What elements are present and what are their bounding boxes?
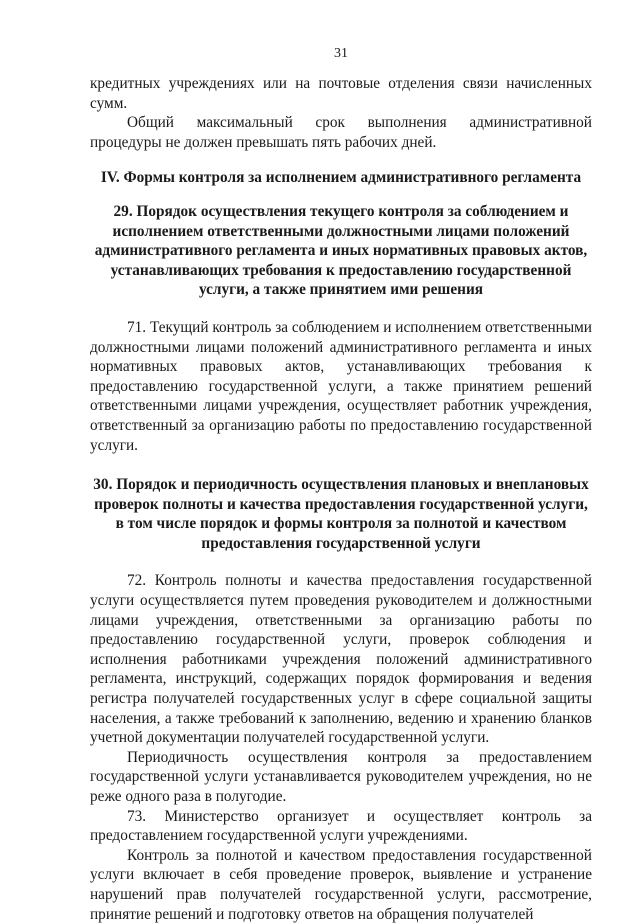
paragraph-71: 71. Текущий контроль за соблюдением и исполнением ответственными должностными лицами положений административного регламента и иных нормативных правовых актов, устанавливающих требования к предоставлению государственной услуги, а также принятием решений ответственными лицами учреждения, осуществляет работник учреждения, ответственный за организацию работы по предоставлению государственной услуги. [90, 318, 592, 454]
paragraph-control: Контроль за полнотой и качеством предоставления государственной услуги включает в себя проведение проверок, выявление и устранение нарушений прав получателей государственной услуги, рассмотрение, принятие решений и подготовку ответов на обращения получателей [90, 846, 592, 923]
paragraph-72: 72. Контроль полноты и качества предоставления государственной услуги осуществляется путем проведения руководителем и должностными лицами учреждения, ответственными за организацию работы по предоставлению государственной услуги, проверок соблюдения и исполнения работниками учреждения положений административного регламента, инструкций, содержащих порядок формирования и ведения регистра получателей государственных услуг в сфере социальной защиты населения, а также требований к заполнению, ведению и хранению бланков учетной документации получателей государственной услуги. [90, 572, 592, 747]
page-content [90, 74, 592, 924]
paragraph-73: 73. Министерство организует и осуществляет контроль за предоставлением государственной услуги учреждениями. [90, 807, 592, 845]
paragraph-max-duration: Общий максимальный срок выполнения административной процедуры не должен превышать пять рабочих дней. [90, 114, 592, 151]
section-heading: IV. Формы контроля за исполнением административного регламента [100, 169, 582, 187]
page-number: 31 [334, 46, 348, 61]
paragraph-continuation: кредитных учреждениях или на почтовые отделения связи начисленных сумм. [90, 75, 592, 112]
subheading-29: 29. Порядок осуществления текущего контроля за соблюдением и исполнением ответственными должностными лицами положений административного регламента и иных нормативных правовых актов, устанавливающих требования к предоставлению государственной услуги, а также принятием ими решения [94, 202, 588, 299]
subheading-30: 30. Порядок и периодичность осуществления плановых и внеплановых проверок полноты и качества предоставления государственной услуги, в том числе порядок и формы контроля за полнотой и качеством предоставления государственной услуги [93, 476, 589, 552]
paragraph-periodicity: Периодичность осуществления контроля за предоставлением государственной услуги устанавливается руководителем учреждения, но не реже одного раза в полугодие. [90, 748, 592, 805]
